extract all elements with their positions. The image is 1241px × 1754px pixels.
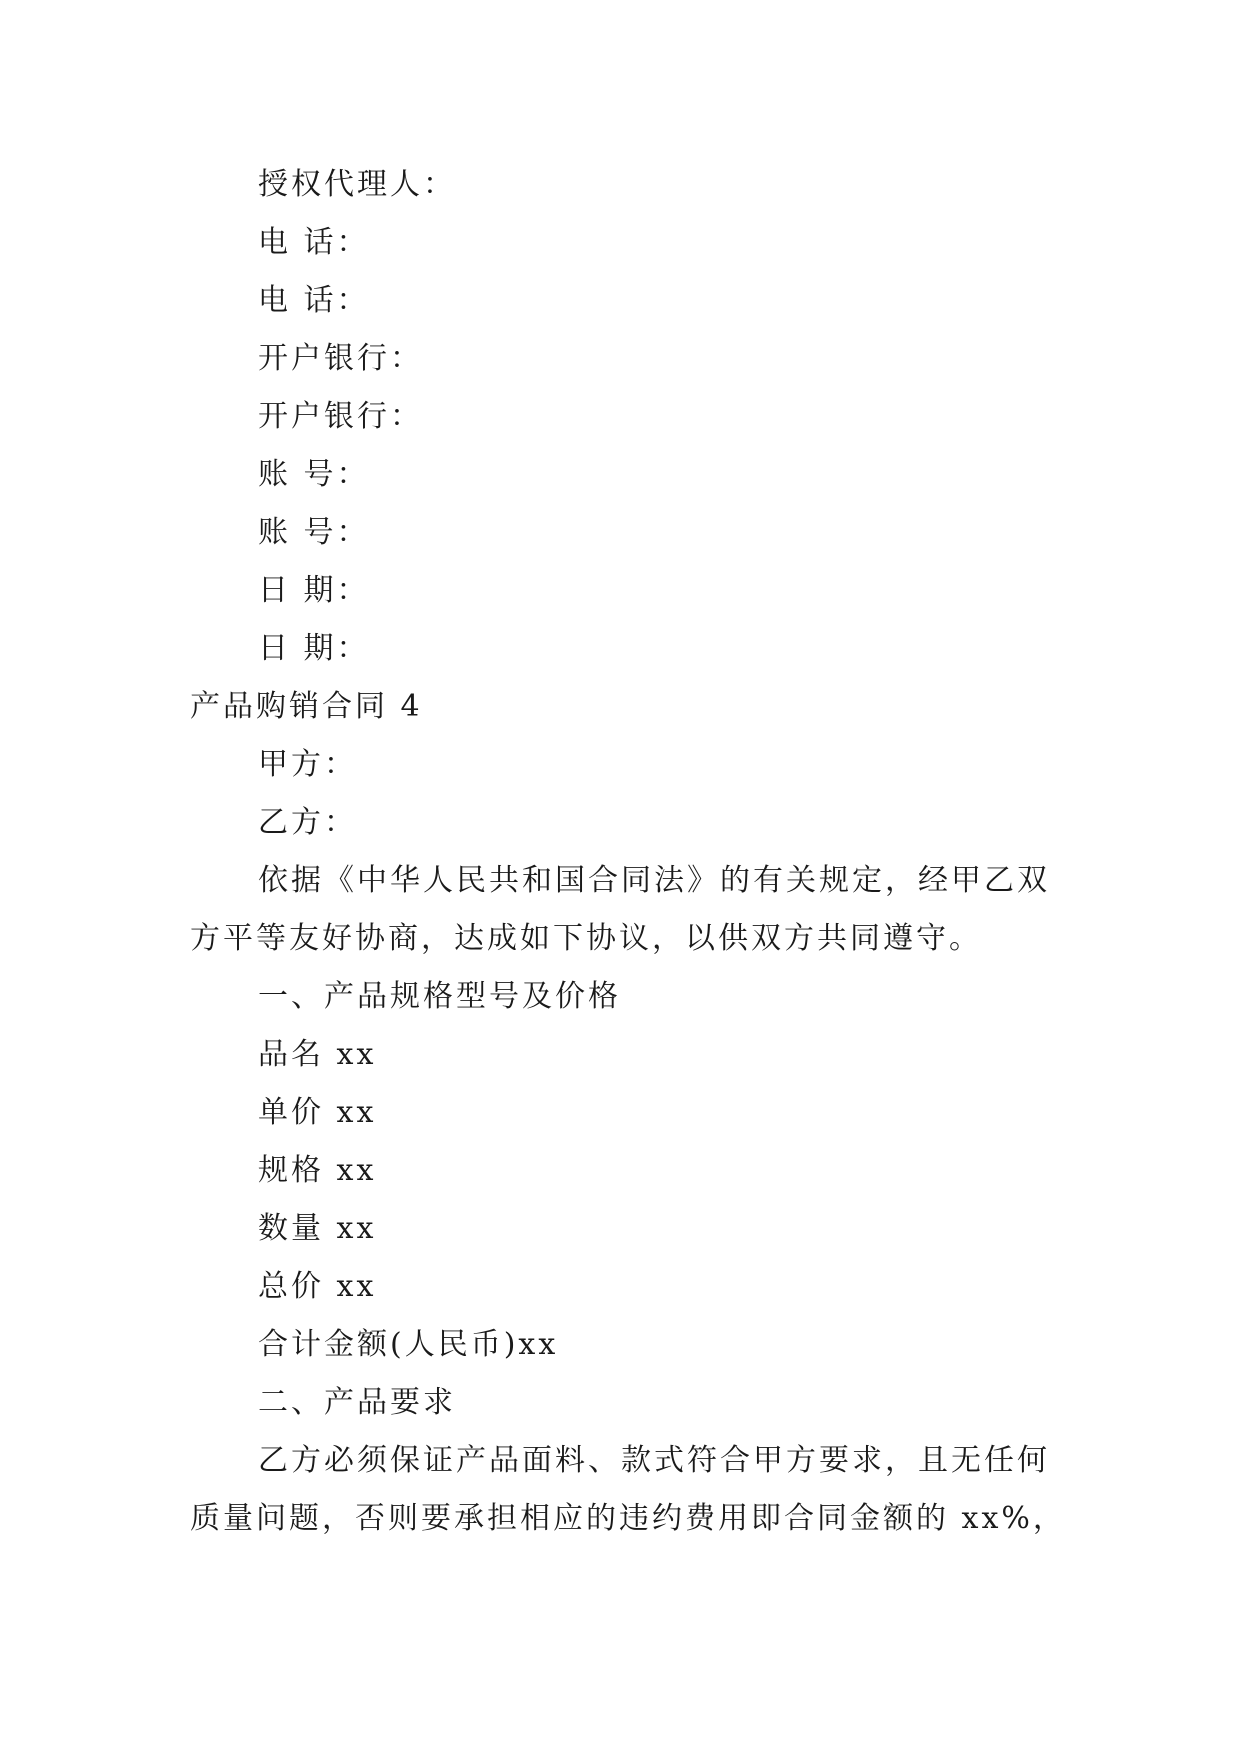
party-a-label: 甲方： — [258, 747, 357, 782]
requirement-line-1: 乙方必须保证产品面料、款式符合甲方要求，且无任何 — [258, 1443, 1050, 1478]
account-label-2: 账 号： — [258, 515, 370, 550]
phone-label-1: 电 话： — [258, 225, 370, 260]
bank-label-1: 开户银行： — [258, 341, 423, 376]
date-label-1: 日 期： — [258, 573, 370, 608]
item-specification: 规格 xx — [258, 1153, 377, 1188]
item-total-amount: 合计金额(人民币)xx — [258, 1327, 559, 1362]
account-label-1: 账 号： — [258, 457, 370, 492]
requirement-line-2: 质量问题，否则要承担相应的违约费用即合同金额的 xx%， — [190, 1501, 1066, 1536]
item-quantity: 数量 xx — [258, 1211, 377, 1246]
item-product-name: 品名 xx — [258, 1037, 377, 1072]
item-unit-price: 单价 xx — [258, 1095, 377, 1130]
item-total-price: 总价 xx — [258, 1269, 377, 1304]
authorized-agent-label: 授权代理人： — [258, 167, 456, 202]
preamble-line-2: 方平等友好协商，达成如下协议，以供双方共同遵守。 — [190, 921, 982, 956]
section-2-heading: 二、产品要求 — [258, 1385, 456, 1420]
section-1-heading: 一、产品规格型号及价格 — [258, 979, 621, 1014]
preamble-line-1: 依据《中华人民共和国合同法》的有关规定，经甲乙双 — [258, 863, 1050, 898]
party-b-label: 乙方： — [258, 805, 357, 840]
date-label-2: 日 期： — [258, 631, 370, 666]
bank-label-2: 开户银行： — [258, 399, 423, 434]
phone-label-2: 电 话： — [258, 283, 370, 318]
contract-title: 产品购销合同 4 — [190, 689, 423, 724]
